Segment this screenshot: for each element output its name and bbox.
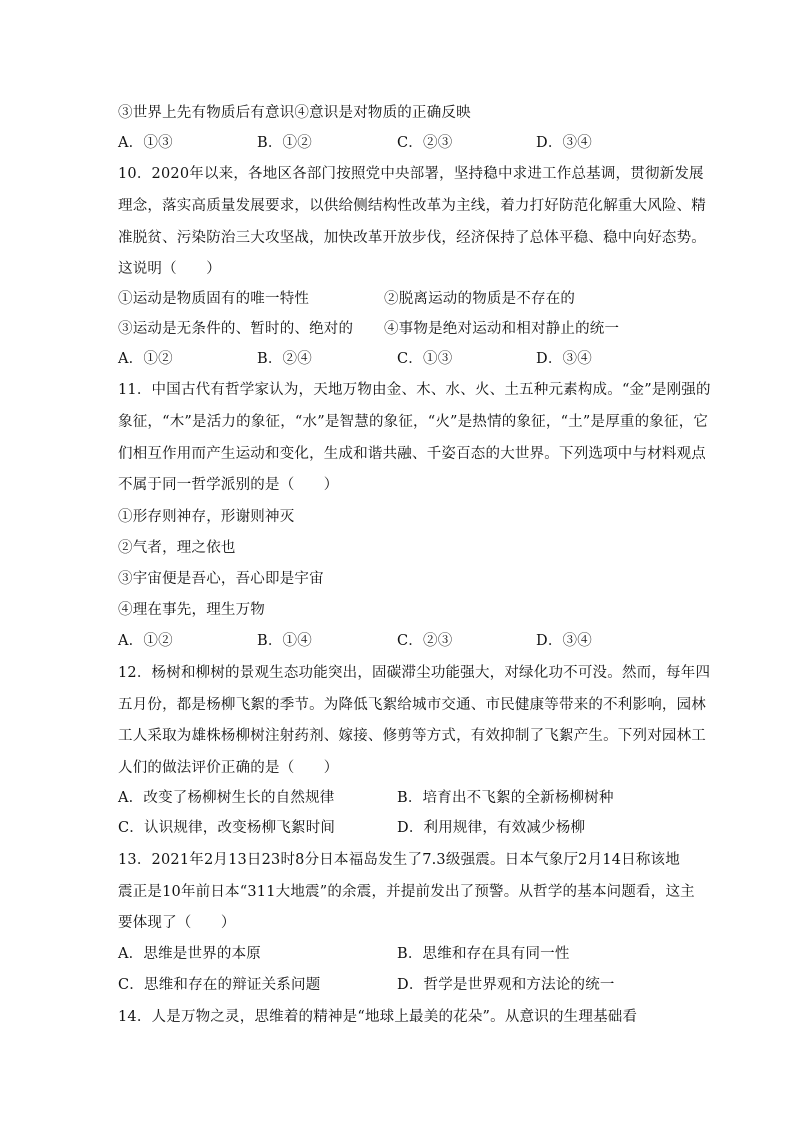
option-d[interactable]: D．③④	[536, 351, 592, 367]
statement-2: ②气者，理之依也	[118, 540, 236, 556]
option-d[interactable]: D．③④	[536, 633, 592, 649]
question-11-text: 11．中国古代有哲学家认为，天地万物由金、木、水、火、土五种元素构成。“金”是刚强的	[118, 382, 711, 398]
option-a[interactable]: A．思维是世界的本原	[118, 946, 261, 962]
option-b[interactable]: B．①②	[257, 135, 312, 151]
option-c[interactable]: C．认识规律，改变杨柳飞絮时间	[118, 820, 336, 836]
option-b[interactable]: B．①④	[257, 633, 312, 649]
question-10-text: 理念，落实高质量发展要求，以供给侧结构性改革为主线，着力打好防范化解重大风险、精	[118, 198, 706, 214]
statement-4: ④事物是绝对运动和相对静止的统一	[384, 321, 620, 337]
question-11-text: 们相互作用而产生运动和变化，生成和谐共融、千姿百态的大世界。下列选项中与材料观点	[118, 446, 706, 462]
option-a[interactable]: A．①③	[118, 135, 173, 151]
option-c[interactable]: C．②③	[397, 135, 453, 151]
question-10-text: 这说明（ ）	[118, 261, 221, 277]
question-13-text: 震正是10年前日本“311大地震”的余震，并提前发出了预警。从哲学的基本问题看，这主	[118, 884, 695, 900]
question-12-text: 五月份，都是杨柳飞絮的季节。为降低飞絮给城市交通、市民健康等带来的不利影响，园林	[118, 697, 706, 713]
question-13-text: 要体现了（ ）	[118, 915, 236, 931]
question-12-text: 工人采取为雄株杨柳树注射药剂、嫁接、修剪等方式，有效抑制了飞絮产生。下列对园林工	[118, 728, 706, 744]
question-11-text: 象征，“木”是活力的象征，“水”是智慧的象征，“火”是热情的象征，“土”是厚重的象征，它	[118, 414, 709, 430]
option-c[interactable]: C．②③	[397, 633, 453, 649]
option-d[interactable]: D．哲学是世界观和方法论的统一	[397, 977, 615, 993]
option-a[interactable]: A．①②	[118, 633, 173, 649]
statement-3: ③运动是无条件的、暂时的、绝对的	[118, 321, 354, 337]
statement-4: ④理在事先，理生万物	[118, 602, 265, 618]
option-b[interactable]: B．培育出不飞絮的全新杨柳树种	[397, 790, 614, 806]
question-12-text: 12．杨树和柳树的景观生态功能突出，固碳滞尘功能强大，对绿化功不可没。然而，每年四	[118, 665, 711, 681]
option-a[interactable]: A．改变了杨柳树生长的自然规律	[118, 790, 335, 806]
text-line: ③世界上先有物质后有意识④意识是对物质的正确反映	[118, 105, 471, 121]
statement-3: ③宇宙便是吾心，吾心即是宇宙	[118, 571, 324, 587]
statement-1: ①运动是物质固有的唯一特性	[118, 291, 310, 307]
question-12-text: 人们的做法评价正确的是（ ）	[118, 760, 339, 776]
option-c[interactable]: C．①③	[397, 351, 453, 367]
question-13-text: 13．2021年2月13日23时8分日本福岛发生了7.3级强震。日本气象厅2月14日称该地	[118, 852, 680, 868]
option-b[interactable]: B．②④	[257, 351, 312, 367]
statement-2: ②脱离运动的物质是不存在的	[384, 291, 576, 307]
option-b[interactable]: B．思维和存在具有同一性	[397, 946, 570, 962]
option-c[interactable]: C．思维和存在的辩证关系问题	[118, 977, 321, 993]
statement-1: ①形存则神存，形谢则神灭	[118, 509, 295, 525]
option-a[interactable]: A．①②	[118, 351, 173, 367]
question-14-text: 14．人是万物之灵，思维着的精神是“地球上最美的花朵”。从意识的生理基础看	[118, 1009, 638, 1025]
question-10-text: 准脱贫、污染防治三大攻坚战，加快改革开放步伐，经济保持了总体平稳、稳中向好态势。	[118, 230, 706, 246]
option-d[interactable]: D．利用规律，有效减少杨柳	[397, 820, 586, 836]
question-11-text: 不属于同一哲学派别的是（ ）	[118, 477, 339, 493]
option-d[interactable]: D．③④	[536, 135, 592, 151]
question-10-text: 10．2020年以来，各地区各部门按照党中央部署，坚持稳中求进工作总基调，贯彻新发展	[118, 166, 704, 182]
